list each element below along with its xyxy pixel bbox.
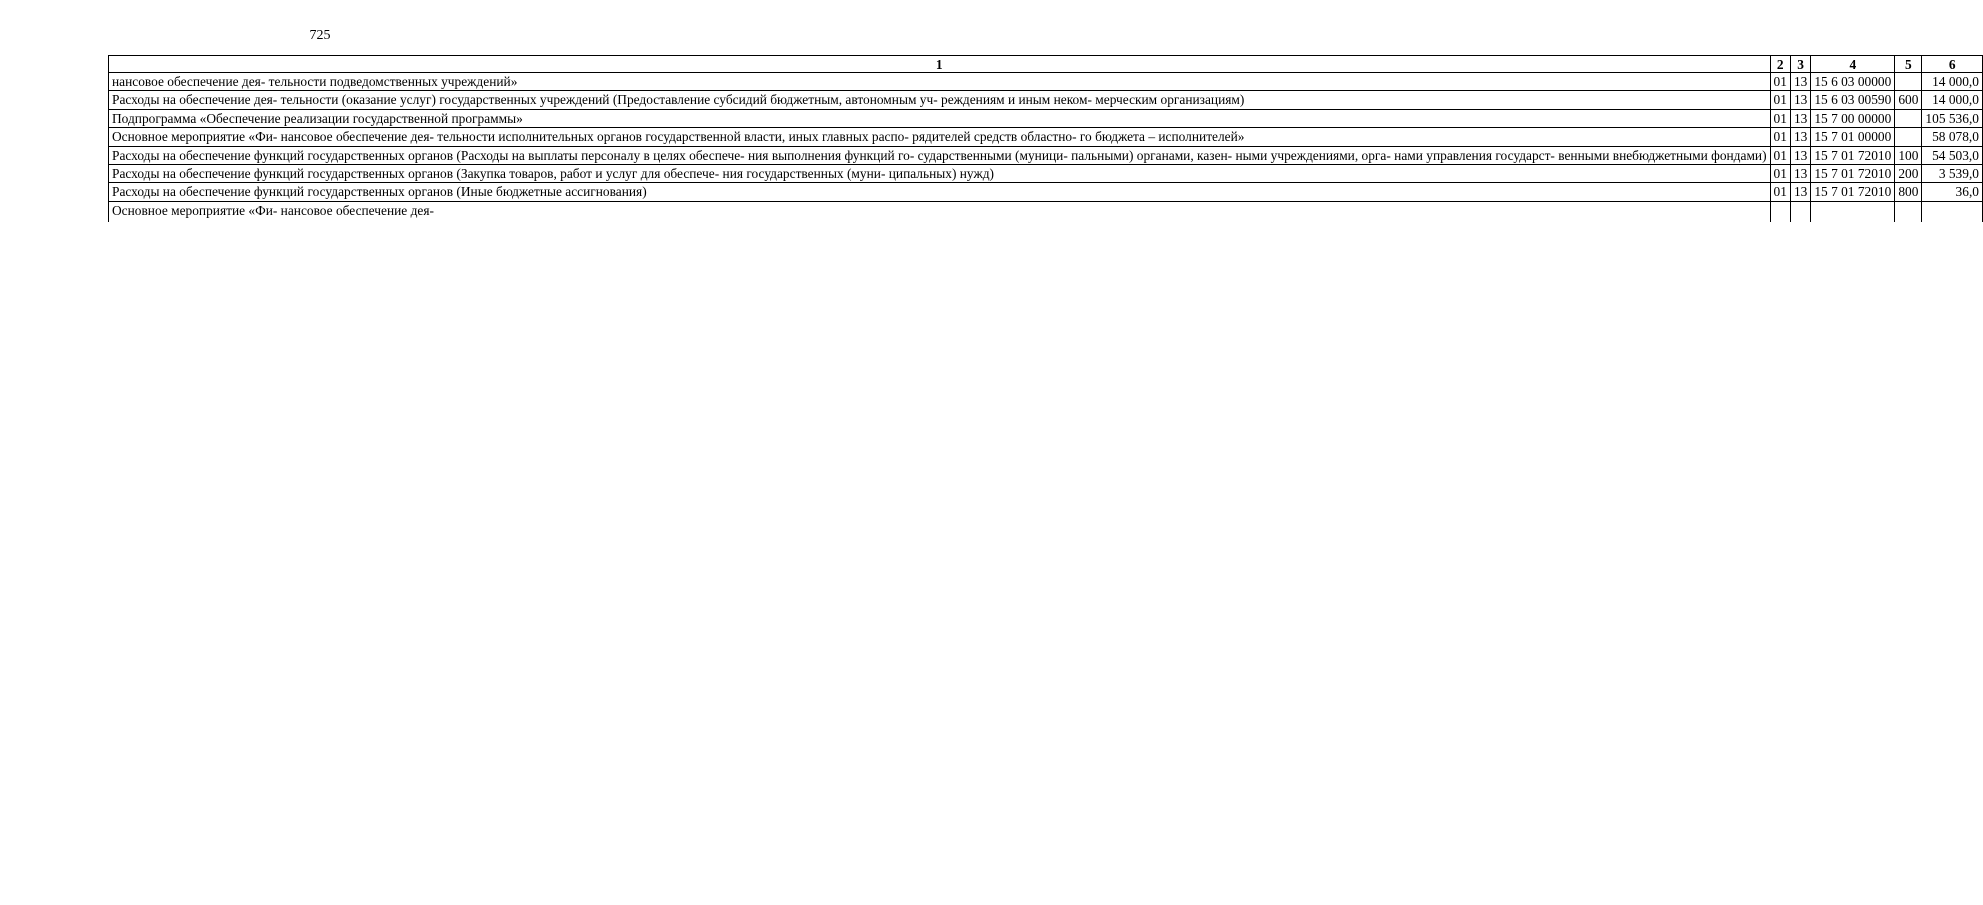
section-code: 01: [1770, 91, 1790, 109]
section-code: 01: [1770, 146, 1790, 164]
target-article-code: 15 7 00 00000: [1811, 109, 1895, 127]
section-code: [1770, 201, 1790, 222]
subsection-code: 13: [1790, 128, 1810, 146]
section-code: 01: [1770, 73, 1790, 91]
table-row: [109, 146, 1983, 164]
target-article-code: 15 7 01 72010: [1811, 165, 1895, 183]
subsection-code: 13: [1790, 109, 1810, 127]
expense-type-code: 800: [1895, 183, 1922, 201]
table-row: [109, 91, 1983, 109]
column-header: 1: [109, 56, 1771, 73]
section-code: 01: [1770, 183, 1790, 201]
row-description: Расходы на обеспечение дея- тельности (оказание услуг) государственных учреждений (Предоставление субсидий бюджетным, автономным уч- реждениям и иным неком- мерческим организациям): [109, 91, 1771, 109]
row-description: Расходы на обеспечение функций государственных органов (Закупка товаров, работ и услуг для обеспече- ния государственных (муни- ципальных) нужд): [109, 165, 1771, 183]
row-description: Основное мероприятие «Фи- нансовое обеспечение дея- тельности исполнительных органов государственной власти, иных главных распо- рядителей средств областно- го бюджета – исполнителей»: [109, 128, 1771, 146]
subsection-code: 13: [1790, 165, 1810, 183]
amount: 14 000,0: [1922, 91, 1983, 109]
target-article-code: 15 7 01 72010: [1811, 146, 1895, 164]
section-code: 01: [1770, 128, 1790, 146]
column-header: 5: [1895, 56, 1922, 73]
expense-type-code: 200: [1895, 165, 1922, 183]
expense-type-code: 100: [1895, 146, 1922, 164]
expense-type-code: 600: [1895, 91, 1922, 109]
row-description: нансовое обеспечение дея- тельности подведомственных учреждений»: [109, 73, 1771, 91]
column-header: 4: [1811, 56, 1895, 73]
row-description: Основное мероприятие «Фи- нансовое обеспечение дея-: [109, 201, 1771, 222]
section-code: 01: [1770, 165, 1790, 183]
target-article-code: 15 6 03 00000: [1811, 73, 1895, 91]
target-article-code: [1811, 201, 1895, 222]
section-code: 01: [1770, 109, 1790, 127]
table-row: [109, 201, 1983, 222]
subsection-code: 13: [1790, 91, 1810, 109]
amount: [1922, 201, 1983, 222]
target-article-code: 15 6 03 00590: [1811, 91, 1895, 109]
column-header: 6: [1922, 56, 1983, 73]
amount: 36,0: [1922, 183, 1983, 201]
subsection-code: 13: [1790, 146, 1810, 164]
column-header: 2: [1770, 56, 1790, 73]
budget-table: [108, 55, 1983, 222]
expense-type-code: [1895, 201, 1922, 222]
amount: 3 539,0: [1922, 165, 1983, 183]
expense-type-code: [1895, 73, 1922, 91]
amount: 14 000,0: [1922, 73, 1983, 91]
table-header-row: [109, 56, 1983, 73]
column-header: 3: [1790, 56, 1810, 73]
amount: 58 078,0: [1922, 128, 1983, 146]
amount: 105 536,0: [1922, 109, 1983, 127]
target-article-code: 15 7 01 00000: [1811, 128, 1895, 146]
subsection-code: 13: [1790, 73, 1810, 91]
target-article-code: 15 7 01 72010: [1811, 183, 1895, 201]
table-row: [109, 109, 1983, 127]
subsection-code: [1790, 201, 1810, 222]
row-description: Подпрограмма «Обеспечение реализации государственной программы»: [109, 109, 1771, 127]
amount: 54 503,0: [1922, 146, 1983, 164]
table-row: [109, 183, 1983, 201]
expense-type-code: [1895, 128, 1922, 146]
expense-type-code: [1895, 109, 1922, 127]
table-row: [109, 128, 1983, 146]
page-number: 725: [309, 28, 331, 43]
table-row: [109, 165, 1983, 183]
row-description: Расходы на обеспечение функций государственных органов (Расходы на выплаты персоналу в целях обеспече- ния выполнения функций го- сударственными (муници- пальными) органами, казен- ными учреждениями, орга- нами управления государст- венными внебюджетными фондами): [109, 146, 1771, 164]
subsection-code: 13: [1790, 183, 1810, 201]
table-row: [109, 73, 1983, 91]
row-description: Расходы на обеспечение функций государственных органов (Иные бюджетные ассигнования): [109, 183, 1771, 201]
